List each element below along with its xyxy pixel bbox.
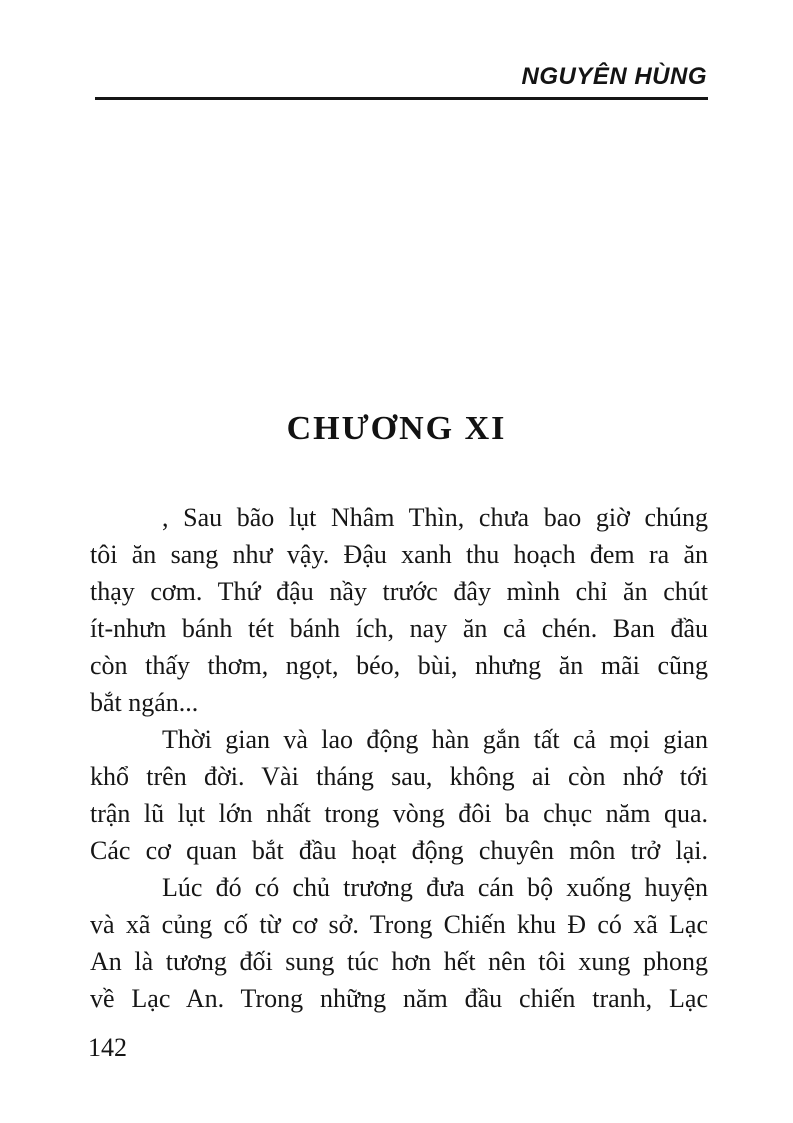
- text-line: ít-nhưn bánh tét bánh ích, nay ăn cả chén. Ban đầu: [90, 614, 708, 643]
- header-rule: [95, 97, 708, 100]
- text-line: và xã củng cố từ cơ sở. Trong Chiến khu Đ có xã Lạc: [90, 910, 708, 939]
- text-line: khổ trên đời. Vài tháng sau, không ai còn nhớ tới: [90, 762, 708, 791]
- text-line: tôi ăn sang như vậy. Đậu xanh thu hoạch đem ra ăn: [90, 540, 708, 569]
- text-line: trận lũ lụt lớn nhất trong vòng đôi ba chục năm qua.: [90, 799, 708, 828]
- text-line: thạy cơm. Thứ đậu nầy trước đây mình chỉ ăn chút: [90, 577, 708, 606]
- text-line: Các cơ quan bắt đầu hoạt động chuyên môn trở lại.: [90, 836, 708, 865]
- text-line: Thời gian và lao động hàn gắn tất cả mọi gian: [162, 725, 708, 754]
- text-line: bắt ngán...: [90, 688, 199, 717]
- paragraph-1: [90, 499, 708, 721]
- text-line: , Sau bão lụt Nhâm Thìn, chưa bao giờ chúng: [162, 503, 708, 532]
- body-text: [90, 499, 708, 1017]
- paragraph-2: [90, 721, 708, 869]
- chapter-title: CHƯƠNG XI: [286, 410, 507, 447]
- page-number: 142: [88, 1033, 127, 1062]
- running-header: [521, 63, 707, 91]
- author-name: NGUYÊN HÙNG: [521, 63, 707, 90]
- text-line: An là tương đối sung túc hơn hết nên tôi xung phong: [90, 947, 708, 976]
- paragraph-3: [90, 869, 708, 1017]
- text-line: về Lạc An. Trong những năm đầu chiến tranh, Lạc: [90, 984, 708, 1013]
- text-line: Lúc đó có chủ trương đưa cán bộ xuống huyện: [162, 873, 708, 902]
- text-line: còn thấy thơm, ngọt, béo, bùi, nhưng ăn mãi cũng: [90, 651, 708, 680]
